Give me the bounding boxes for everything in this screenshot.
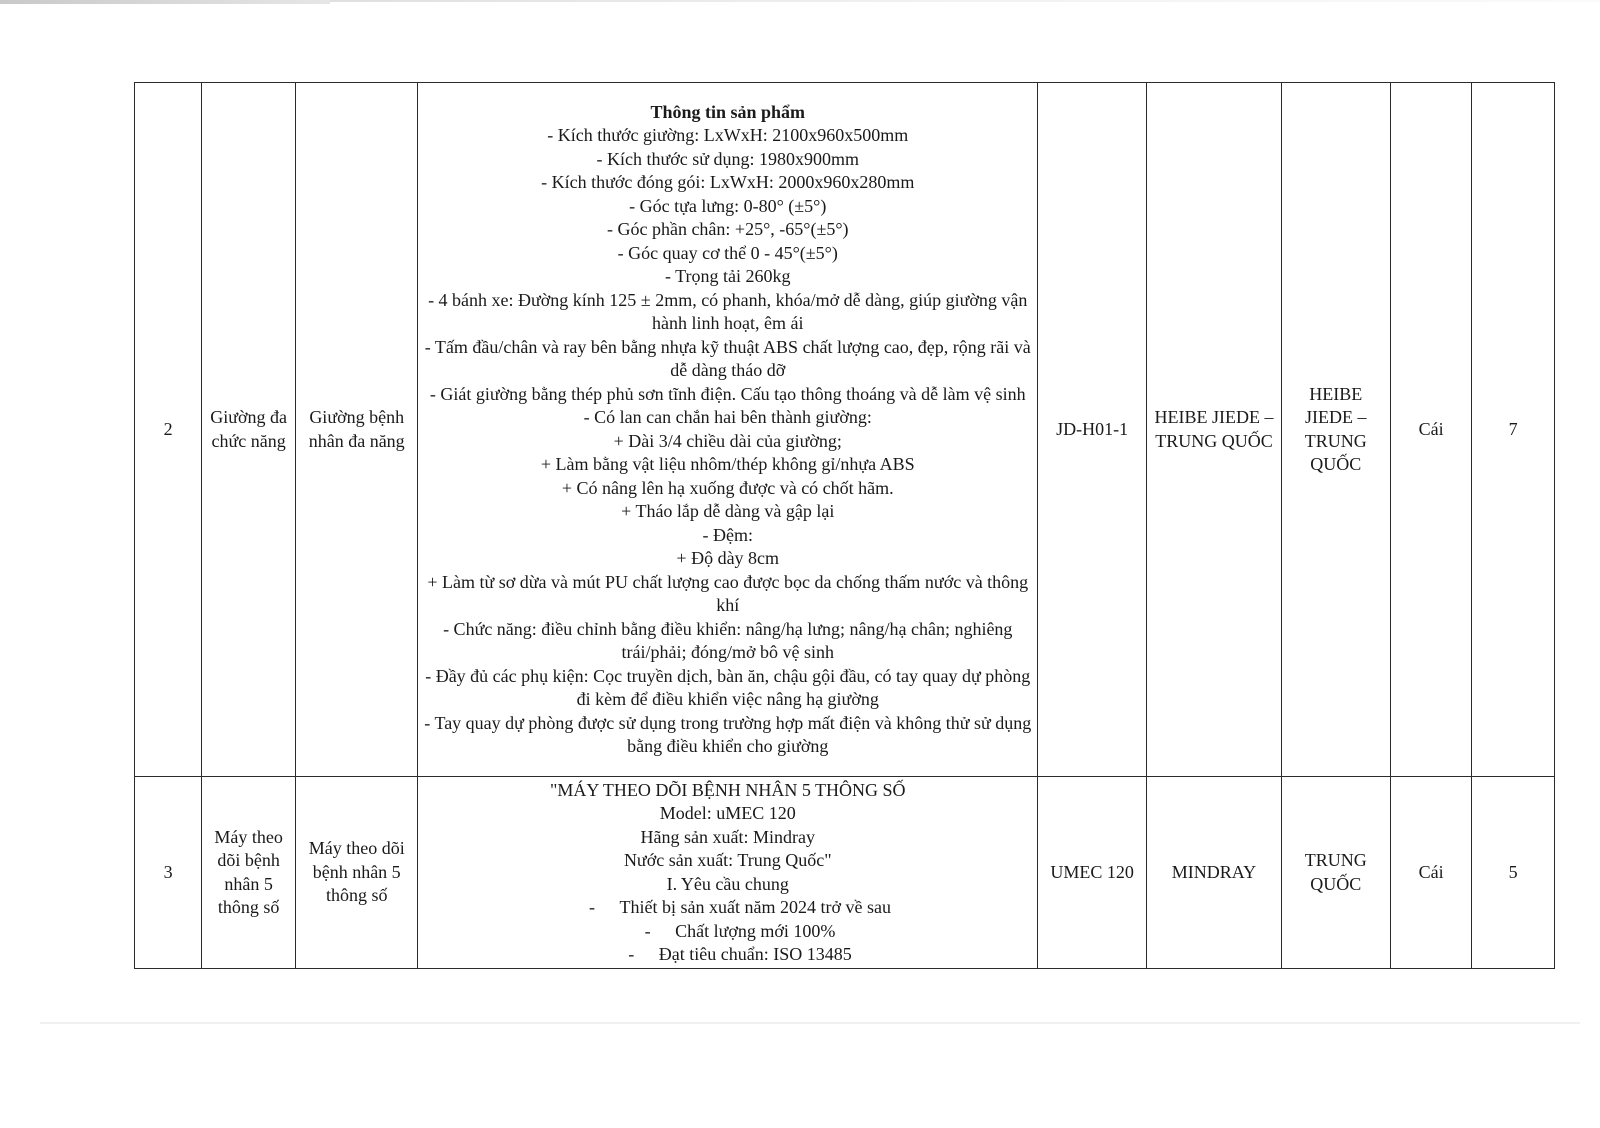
spec-line: + Độ dày 8cm (676, 548, 780, 568)
spec-line: I. Yêu cầu chung (666, 873, 789, 894)
spec-line: - Góc quay cơ thể 0 - 45°(±5°) (617, 242, 838, 263)
so-luong-cell: 7 (1472, 83, 1555, 777)
spec-line: "MÁY THEO DÕI BỆNH NHÂN 5 THÔNG SỐ (549, 779, 906, 800)
xuat-xu-cell: TRUNG QUỐC (1281, 777, 1390, 969)
xuat-xu-cell: HEIBE JIEDE – TRUNG QUỐC (1281, 83, 1390, 777)
spec-line: - Góc phần chân: +25°, -65°(±5°) (606, 219, 849, 239)
spec-line: - Tay quay dự phòng được sử dụng trong trường hợp mất điện và không thử sử dụng bằng điều khiển cho giường (424, 712, 1032, 756)
hang-san-xuat-cell: MINDRAY (1147, 777, 1282, 969)
spec-line: - Tấm đầu/chân và ray bên bằng nhựa kỹ thuật ABS chất lượng cao, đẹp, rộng rãi và dễ dàng tháo dỡ (424, 336, 1031, 380)
spec-line: + Có nâng lên hạ xuống được và có chốt hãm. (561, 477, 894, 498)
so-luong-cell: 5 (1472, 777, 1555, 969)
spec-line: + Làm từ sơ dừa và mút PU chất lượng cao được bọc da chống thấm nước và thông khí (427, 571, 1029, 615)
model-cell: UMEC 120 (1038, 777, 1147, 969)
spec-line: + Làm bằng vật liệu nhôm/thép không gỉ/nhựa ABS (540, 454, 915, 474)
requirement-text: Thiết bị sản xuất năm 2024 trở về sau (619, 897, 891, 917)
product-spec-table (134, 82, 1555, 969)
spec-line: - Kích thước đóng gói: LxWxH: 2000x960x280mm (541, 172, 915, 192)
spec-line: - Giát giường bằng thép phủ sơn tĩnh điện. Cấu tạo thông thoáng và dễ làm vệ sinh (429, 383, 1026, 404)
spec-line: - Kích thước sử dụng: 1980x900mm (596, 148, 859, 169)
spec-line: Hãng sản xuất: Mindray (640, 826, 815, 847)
requirement-text: Chất lượng mới 100% (675, 920, 836, 941)
ten-hang-hoa-cell: Giường đa chức năng (202, 83, 296, 777)
ten-thuong-mai-cell: Máy theo dõi bệnh nhân 5 thông số (296, 777, 418, 969)
spec-line: Model: uMEC 120 (659, 803, 796, 823)
scan-edge-top-dark (0, 0, 330, 4)
spec-line: - Chức năng: điều chỉnh bằng điều khiển: nâng/hạ lưng; nâng/hạ chân; nghiêng trái/phải; đóng/mở bô vệ sinh (443, 618, 1013, 662)
table-row-3 (135, 777, 1555, 969)
spec-heading: Thông tin sản phẩm (650, 101, 806, 122)
stt-cell: 2 (135, 83, 202, 777)
spec-line: - Đệm: (702, 524, 753, 545)
model-cell: JD-H01-1 (1038, 83, 1147, 777)
ten-hang-hoa-cell: Máy theo dõi bệnh nhân 5 thông số (202, 777, 296, 969)
don-vi-cell: Cái (1390, 777, 1472, 969)
ten-thuong-mai-cell: Giường bệnh nhân đa năng (296, 83, 418, 777)
thong-so-ky-thuat-cell (418, 83, 1038, 777)
spec-line: - 4 bánh xe: Đường kính 125 ± 2mm, có phanh, khóa/mở dễ dàng, giúp giường vận hành linh hoạt, êm ái (428, 289, 1028, 333)
requirement-item: - Đạt tiêu chuẩn: ISO 13485 (628, 944, 852, 964)
thong-so-ky-thuat-cell (418, 777, 1038, 969)
requirement-text: Đạt tiêu chuẩn: ISO 13485 (658, 944, 852, 964)
spec-line: - Kích thước giường: LxWxH: 2100x960x500mm (547, 125, 909, 145)
spec-line: - Có lan can chắn hai bên thành giường: (583, 407, 872, 427)
scan-edge-bottom (40, 1022, 1580, 1024)
spec-line: + Tháo lắp dễ dàng và gập lại (621, 501, 835, 521)
requirement-item: - Thiết bị sản xuất năm 2024 trở về sau (589, 897, 891, 917)
spec-line: - Đầy đủ các phụ kiện: Cọc truyền dịch, bàn ăn, chậu gội đầu, có tay quay dự phòng đi kèm để điều khiển việc nâng hạ giường (425, 665, 1031, 709)
don-vi-cell: Cái (1390, 83, 1472, 777)
spec-line: - Góc tựa lưng: 0-80° (±5°) (629, 195, 827, 216)
spec-line: - Trọng tải 260kg (664, 266, 791, 286)
table-row-2 (135, 83, 1555, 777)
spec-line: + Dài 3/4 chiều dài của giường; (613, 430, 842, 451)
spec-line: Nước sản xuất: Trung Quốc" (623, 850, 832, 870)
hang-san-xuat-cell: HEIBE JIEDE – TRUNG QUỐC (1147, 83, 1282, 777)
requirement-item: - Chất lượng mới 100% (644, 920, 836, 941)
stt-cell: 3 (135, 777, 202, 969)
